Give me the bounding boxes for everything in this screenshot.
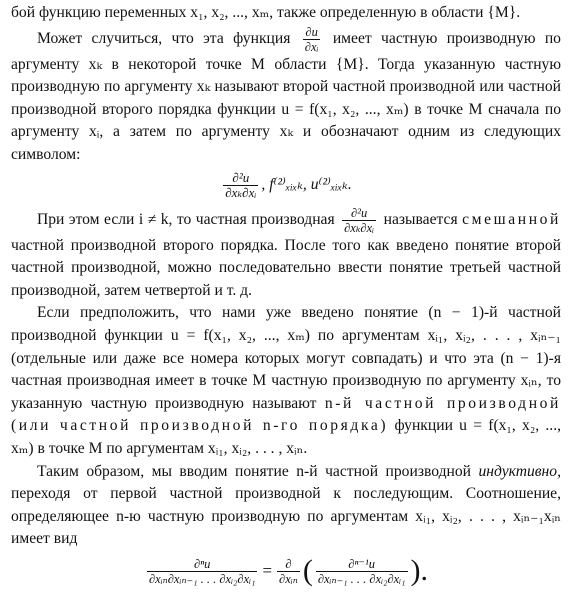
- text-span: имеет частную производную по аргументу xₖ в некоторой точке M области {M}. Тогда указанную частную производную по аргументу xₖ называют второй частной производной или частной производной второго порядка функции u = f(x₁, x₂, ..., xₘ) в точке M сначала по аргументу xᵢ, а затем по аргументу xₖ и обозначают одним из следующих символом:: [11, 29, 561, 163]
- fraction-numerator: ∂²u: [351, 205, 368, 220]
- paragraph-5: [11, 461, 561, 551]
- fraction-denominator: ∂xₖ∂xᵢ: [344, 220, 375, 235]
- paragraph-4: [11, 302, 561, 460]
- fraction-numerator: ∂²u: [232, 169, 250, 185]
- text-span: частной производной второго порядка. После того как введено понятие второй частной производной, можно последовательно ввести понятие третьей частной производной, затем четвертой и т. д.: [11, 236, 561, 299]
- fraction-denominator: ∂xᵢₙ₋₁ . . . ∂xᵢ₂∂xᵢ₁: [317, 571, 406, 586]
- text-span: функции u = f(x₁, x₂, ..., xₘ) в точке M по аргументам xᵢ₁, xᵢ₂, . . . , xᵢₙ.: [11, 417, 561, 457]
- display-formula-second-derivative: [11, 171, 561, 200]
- text-span: переходя от первой частной производной к последующим. Соотношение, определяющее n-ю частную производную по аргументам xᵢ₁, xᵢ₂, . . . , xᵢₙ₋₁xᵢₙ имеет вид: [11, 485, 561, 548]
- left-parenthesis: (: [302, 554, 313, 588]
- text-span: Таким образом, мы вводим понятие n-й частной производной: [37, 462, 472, 480]
- fraction-denominator: ∂xᵢ: [304, 39, 319, 54]
- text-span: При этом если i ≠ k, то частная производная: [37, 210, 335, 228]
- fraction-numerator: ∂: [285, 556, 292, 571]
- formula-alternative-notations: , f⁽²⁾ₓᵢₓₖ, u⁽²⁾ₓᵢₓₖ.: [261, 175, 352, 193]
- fraction-mixed-derivative: [342, 206, 376, 235]
- fraction-numerator: ∂u: [305, 24, 318, 39]
- italic-term-inductively: индуктивно,: [478, 462, 561, 480]
- fraction-du-dxi: [303, 25, 321, 54]
- fraction-nth-derivative: [147, 557, 257, 586]
- equals-sign: =: [262, 561, 273, 581]
- text-line: бой функцию переменных x₁, x₂, ..., xₘ, также определенную в области {M}.: [11, 4, 521, 21]
- paragraph-2: [11, 25, 561, 167]
- fraction-denominator: ∂xₖ∂xᵢ: [225, 184, 257, 200]
- text-span: называется: [383, 210, 458, 228]
- text-span: Если предположить, что нами уже введено понятие (n − 1)-й частной производной функции u = f(x₁, x₂, ..., xₘ) по аргументам xᵢ₁, xᵢ₂, . . . , xᵢₙ₋₁ (отдельные или даже все номера которых могут совпадать) и что эта (n − 1)-я частная производная имеет в точке M частную производную по аргументу xᵢₙ, то указанную частную производную называют: [11, 304, 561, 412]
- spaced-term-mixed: смешанной: [462, 210, 561, 228]
- paragraph-1: [11, 2, 561, 25]
- fraction-n-minus-1-derivative: [316, 557, 408, 586]
- right-parenthesis: ).: [410, 554, 428, 588]
- spaced-term-nth-derivative: n-й частной производной (или частной производной n-го порядка): [11, 394, 562, 435]
- fraction-second-derivative: [223, 171, 258, 200]
- fraction-denominator: ∂xᵢₙ∂xᵢₙ₋₁ . . . ∂xᵢ₂∂xᵢ₁: [148, 571, 256, 586]
- fraction-denominator: ∂xᵢₙ: [279, 571, 298, 586]
- fraction-partial-operator: [277, 557, 300, 586]
- text-span: Может случиться, что эта функция: [37, 29, 291, 47]
- paragraph-3: [11, 206, 561, 303]
- fraction-numerator: ∂ⁿu: [194, 556, 211, 571]
- fraction-numerator: ∂ⁿ⁻¹u: [348, 556, 376, 571]
- display-formula-nth-derivative: [11, 554, 561, 588]
